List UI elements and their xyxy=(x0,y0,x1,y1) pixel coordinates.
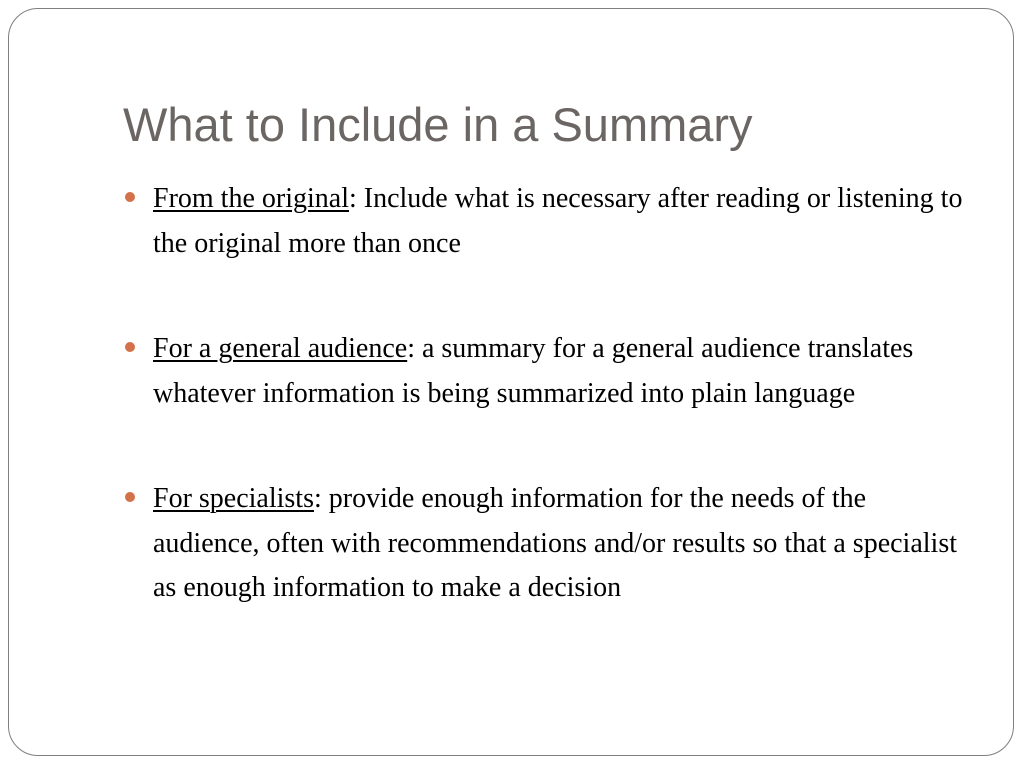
slide-title: What to Include in a Summary xyxy=(123,98,753,151)
bullet-term: From the original xyxy=(153,183,349,214)
bullet-item-for-a-general-audience xyxy=(123,327,973,416)
bullet-dot-icon xyxy=(125,342,135,352)
slide-frame xyxy=(8,8,1014,756)
bullet-dot-icon xyxy=(125,492,135,502)
bullet-item-for-specialists xyxy=(123,477,973,611)
bullet-text: provide enough information for the needs of the audience, often with recommendations and/or results so that a specialist as enough information to make a decision xyxy=(153,483,957,603)
bullet-separator: : xyxy=(314,483,322,514)
bullet-separator: : xyxy=(407,333,415,364)
bullet-separator: : xyxy=(348,183,357,214)
bullet-list xyxy=(123,177,973,611)
bullet-term: For specialists xyxy=(153,483,314,514)
bullet-item-from-the-original xyxy=(123,177,973,266)
bullet-term: For a general audience xyxy=(153,333,408,364)
bullet-text: Include what is necessary after reading or listening to the original more than once xyxy=(153,183,963,259)
bullet-text: a summary for a general audience translates whatever information is being summarized into plain language xyxy=(153,333,914,409)
bullet-dot-icon xyxy=(125,192,135,202)
